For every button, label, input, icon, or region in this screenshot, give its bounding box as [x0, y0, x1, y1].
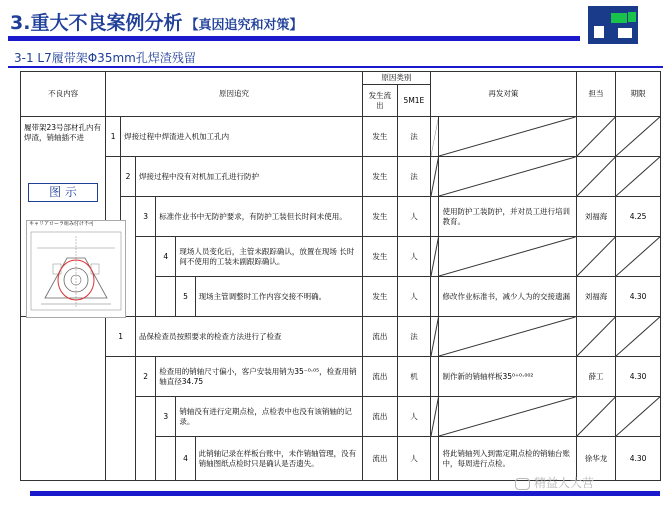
watermark	[515, 474, 594, 491]
title	[10, 8, 302, 34]
cause-text: 此销轴记录在样板台账中，未作销轴管理，没有销轴图纸点检时只是确认是否遗失。	[195, 437, 362, 481]
header-defect: 不良内容	[21, 72, 106, 117]
figure-label: 图 示	[28, 183, 98, 202]
date-cell: 4.30	[616, 357, 661, 397]
diagonal-cell	[430, 397, 439, 437]
page-title-sub: 【真因追究和对策】	[185, 18, 303, 33]
measure-text: 将此销轴列入到需定期点检的销轴台账中，每周进行点检。	[439, 437, 576, 481]
diagonal-cell	[430, 317, 439, 357]
cause-text: 检查用的销轴尺寸偏小，客户安装用销为35⁻⁰·⁰⁵，检查用销轴直径34.75	[156, 357, 363, 397]
row-number: 2	[121, 157, 136, 197]
diagonal-cell	[616, 237, 661, 277]
diagonal-cell	[616, 157, 661, 197]
row-number: 3	[156, 397, 176, 437]
header-measure: 再发对策	[430, 72, 576, 117]
row-number: 4	[176, 437, 195, 481]
table-row	[21, 397, 661, 437]
drawing-graphic	[27, 228, 125, 316]
row-number: 1	[106, 117, 121, 157]
diagonal-cell	[576, 117, 615, 157]
row-number: 3	[135, 197, 155, 237]
header-date: 期限	[616, 72, 661, 117]
header-owner: 担当	[576, 72, 615, 117]
defect-content: 履带架23号部材孔内有焊渣，销轴插不进	[21, 117, 106, 317]
header-category: 原因类别	[362, 72, 430, 85]
diagonal-cell	[430, 237, 439, 277]
5m1e-cell: 人	[397, 437, 430, 481]
diagonal-cell	[576, 157, 615, 197]
figure-cell	[21, 317, 106, 481]
diagonal-cell	[439, 117, 576, 157]
diagonal-cell	[576, 237, 615, 277]
occur-cell: 流出	[362, 357, 397, 397]
row-number: 4	[156, 237, 176, 277]
drawing-caption: キャリアローラ組み付け不可	[29, 221, 95, 227]
measure-text: 修改作业标准书，减少人为的交接遗漏	[439, 277, 576, 317]
occur-cell: 发生	[362, 277, 397, 317]
diagonal-cell	[616, 397, 661, 437]
table-row	[21, 357, 661, 397]
measure-text: 制作新的销轴样板35⁰⁺⁰·⁰⁰²	[439, 357, 576, 397]
cause-text: 品保检查员按照要求的检查方法进行了检查	[135, 317, 362, 357]
5m1e-cell: 法	[397, 157, 430, 197]
row-number: 1	[106, 317, 136, 357]
section-title: 3-1 L7履带架Φ35mm孔焊渣残留	[14, 51, 196, 65]
diagonal-cell	[616, 117, 661, 157]
measure-text: 使用防护工装防护，并对员工进行培训教育。	[439, 197, 576, 237]
bottom-rule	[30, 491, 660, 496]
technical-drawing	[26, 220, 126, 318]
wechat-icon	[515, 478, 530, 490]
owner-cell: 刘福海	[576, 277, 615, 317]
cause-text: 现场人员变化后，主管未跟踪确认，放置在现场 长时间不使用的工装未副跟踪确认。	[176, 237, 362, 277]
occur-cell: 发生	[362, 197, 397, 237]
5m1e-cell: 法	[397, 117, 430, 157]
header-5m1e: 5M1E	[397, 85, 430, 117]
page-title: 3.重大不良案例分析	[10, 12, 183, 34]
occur-cell: 发生	[362, 157, 397, 197]
cause-text: 现场主管调整时工作内容交接不明确。	[195, 277, 362, 317]
diagonal-cell	[439, 237, 576, 277]
occur-cell: 流出	[362, 437, 397, 481]
company-logo	[588, 6, 638, 44]
diagonal-cell	[439, 157, 576, 197]
occur-cell: 流出	[362, 397, 397, 437]
5m1e-cell: 人	[397, 197, 430, 237]
diagonal-cell	[576, 317, 615, 357]
table-row	[21, 117, 661, 157]
header-cause: 原因追究	[106, 72, 363, 117]
diagonal-cell	[576, 397, 615, 437]
table-row	[21, 157, 661, 197]
5m1e-cell: 人	[397, 237, 430, 277]
5m1e-cell: 人	[397, 277, 430, 317]
owner-cell: 徐华龙	[576, 437, 615, 481]
owner-cell: 薛工	[576, 357, 615, 397]
5m1e-cell: 法	[397, 317, 430, 357]
diagonal-cell	[616, 317, 661, 357]
date-cell: 4.30	[616, 437, 661, 481]
occur-cell: 流出	[362, 317, 397, 357]
watermark-text: 精益人大营	[534, 476, 595, 490]
header-occur: 发生流出	[362, 85, 397, 117]
title-underline	[8, 36, 580, 41]
owner-cell: 刘福海	[576, 197, 615, 237]
diagonal-cell	[439, 397, 576, 437]
5m1e-cell: 人	[397, 397, 430, 437]
diagonal-cell	[430, 157, 439, 197]
date-cell: 4.25	[616, 197, 661, 237]
diagonal-cell	[439, 317, 576, 357]
row-number: 2	[135, 357, 155, 397]
cause-text: 焊接过程中焊渣进入机加工孔内	[121, 117, 363, 157]
occur-cell: 发生	[362, 237, 397, 277]
cause-text: 标准作业书中无防护要求，有防护工装但长时间未使用。	[156, 197, 363, 237]
occur-cell: 发生	[362, 117, 397, 157]
table-row	[21, 317, 661, 357]
diagonal-cell	[430, 117, 439, 157]
date-cell: 4.30	[616, 277, 661, 317]
section-underline	[8, 66, 663, 68]
5m1e-cell: 机	[397, 357, 430, 397]
cause-text: 销轴没有进行定期点检，点检表中也没有该销轴的记录。	[176, 397, 362, 437]
cause-text: 焊接过程中没有对机加工孔进行防护	[135, 157, 362, 197]
row-number: 5	[176, 277, 195, 317]
